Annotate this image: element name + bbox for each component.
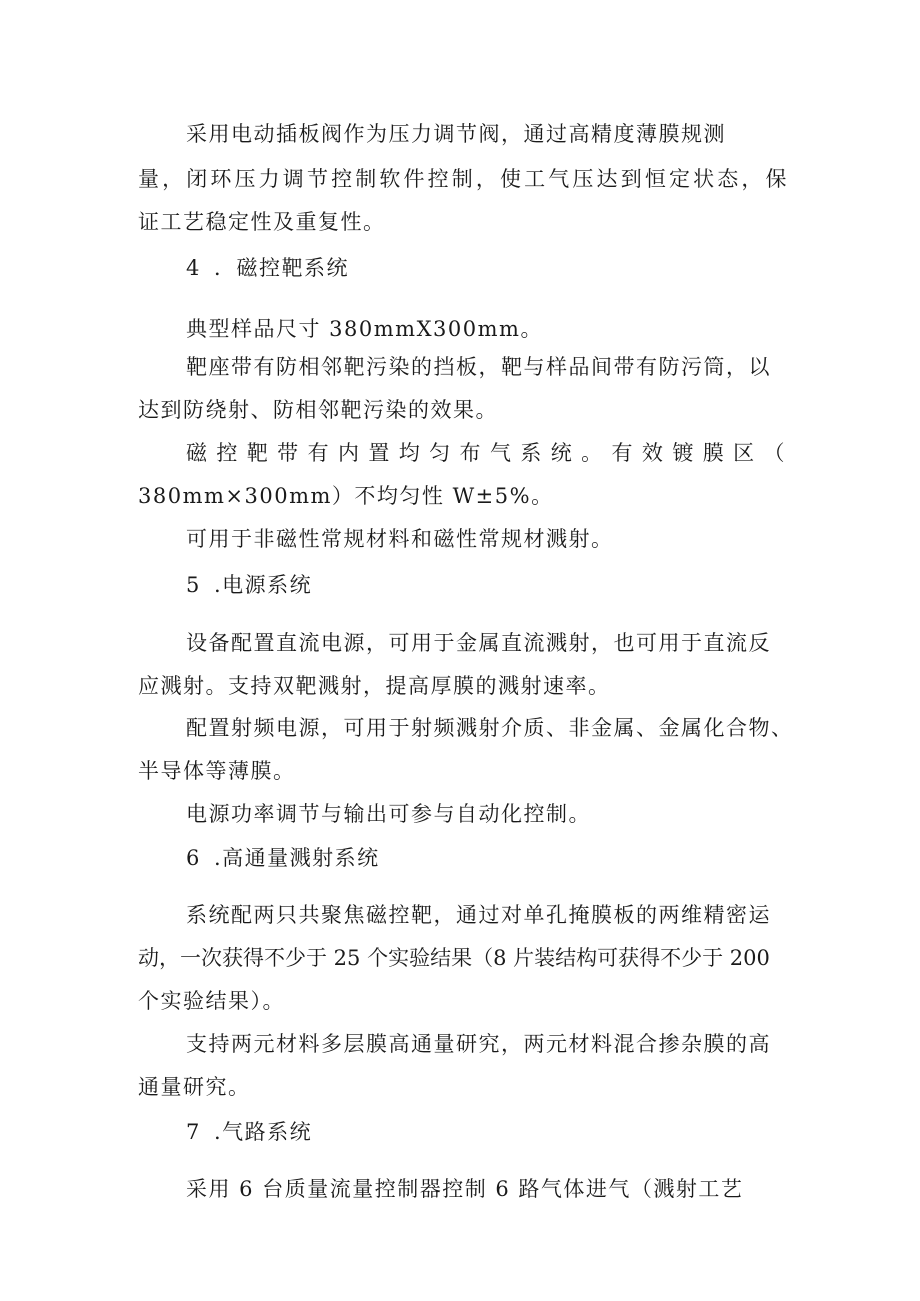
paragraph-line: 380mm×300mm）不均匀性 W±5%。 <box>138 484 554 508</box>
paragraph-line: 应溅射。支持双靶溅射，提高厚膜的溅射速率。 <box>138 674 611 698</box>
paragraph-line: 通量研究。 <box>138 1075 251 1099</box>
paragraph-line: 系统配两只共聚焦磁控靶，通过对单孔掩膜板的两维精密运 <box>186 903 771 927</box>
paragraph-line: 磁控靶带有内置均匀布气系统。有效镀膜区（ <box>186 441 786 465</box>
paragraph-line: 半导体等薄膜。 <box>138 759 296 783</box>
paragraph-line: 典型样品尺寸 380mmX300mm。 <box>186 317 543 341</box>
section-number: 7 <box>186 1120 201 1144</box>
paragraph-line: 个实验结果）。 <box>138 989 285 1013</box>
paragraph-line: 采用 6 台质量流量控制器控制 6 路气体进气（溅射工艺 <box>186 1177 744 1201</box>
section-heading-6 <box>186 843 836 873</box>
paragraph-line: 设备配置直流电源，可用于金属直流溅射，也可用于直流反 <box>186 631 771 655</box>
paragraph-line: 量，闭环压力调节控制软件控制，使工气压达到恒定状态，保 <box>138 167 788 191</box>
section-number: 5 <box>186 573 201 597</box>
section-title: .电源系统 <box>214 573 313 597</box>
paragraph-line: 可用于非磁性常规材料和磁性常规材溅射。 <box>186 527 614 551</box>
section-heading-4 <box>186 253 836 283</box>
paragraph-line: 采用电动插板阀作为压力调节阀，通过高精度薄膜规测 <box>186 122 726 146</box>
paragraph-line: 达到防绕射、防相邻靶污染的效果。 <box>138 398 498 422</box>
paragraph-line: 电源功率调节与输出可参与自动化控制。 <box>186 802 591 826</box>
section-number: 4 <box>186 256 201 280</box>
paragraph-line: 证工艺稳定性及重复性。 <box>138 210 386 234</box>
paragraph-line: 支持两元材料多层膜高通量研究，两元材料混合掺杂膜的高 <box>186 1032 771 1056</box>
paragraph-line: 动，一次获得不少于 25 个实验结果（8 片装结构可获得不少于 200 <box>138 946 770 970</box>
paragraph-line: 配置射频电源，可用于射频溅射介质、非金属、金属化合物、 <box>186 716 794 740</box>
section-heading-5 <box>186 570 836 600</box>
section-title: .气路系统 <box>214 1120 313 1144</box>
section-heading-7 <box>186 1117 836 1147</box>
section-number: 6 <box>186 846 201 870</box>
section-title: ．磁控靶系统 <box>214 256 349 280</box>
section-title: .高通量溅射系统 <box>214 846 380 870</box>
paragraph-line: 靶座带有防相邻靶污染的挡板，靶与样品间带有防污筒，以 <box>186 355 771 379</box>
